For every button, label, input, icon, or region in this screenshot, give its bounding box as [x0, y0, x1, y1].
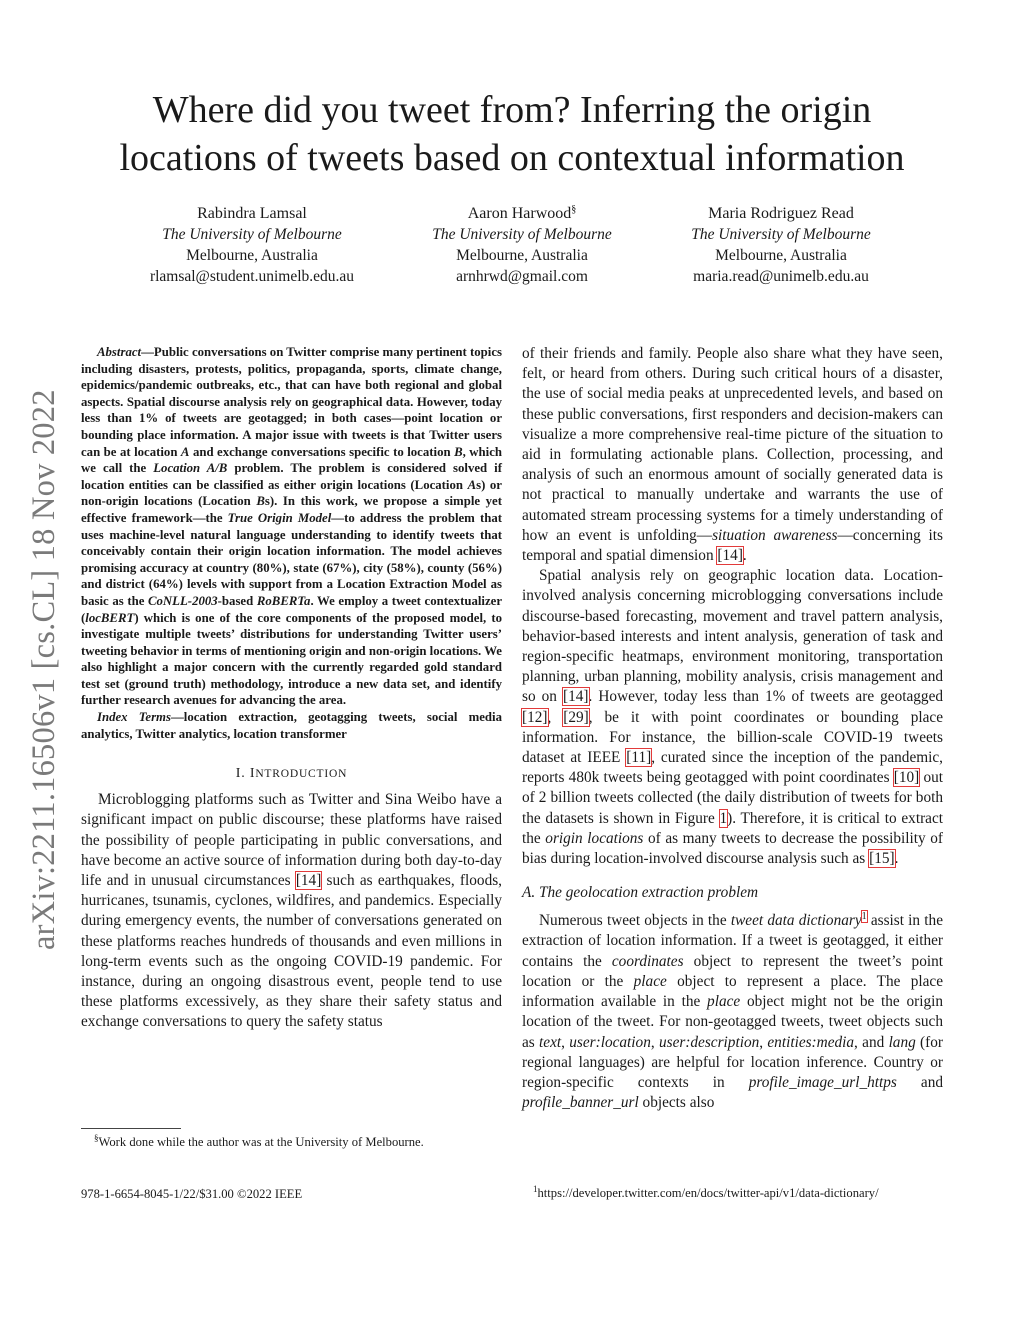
subsection-heading: A. The geolocation extraction problem: [522, 884, 759, 902]
right-column: [522, 344, 943, 1113]
footnote-link[interactable]: 1: [861, 911, 867, 923]
author-email: rlamsal@student.unimelb.edu.au: [149, 268, 355, 285]
citation-link[interactable]: [29]: [563, 708, 589, 726]
isbn-copyright: 978-1-6654-8045-1/22/$31.00 ©2022 IEEE: [81, 1187, 303, 1201]
citation-link[interactable]: [14]: [717, 547, 743, 565]
author-location: Melbourne, Australia: [715, 247, 847, 264]
section-heading-introduction: I. INTRODUCTION: [235, 766, 348, 782]
citation-link[interactable]: [11]: [626, 749, 652, 767]
author-block-1: [112, 203, 392, 287]
citation-link[interactable]: [15]: [869, 850, 895, 868]
author-block-2: [382, 203, 662, 287]
body-paragraph: Spatial analysis rely on geographic location data. Location-involved analysis concerning microblogging conversations include discourse-based forecasting, movement and travel pattern analysis, behavior-based interests and intent analysis, generation of task and region-specific heatmaps, environment monitoring, transportation planning, urban planning, mobility analysis, crisis management and so on [14]. However, today less than 1% of tweets are geotagged [12], [29], be it with point coordinates or bounding place information. For instance, the billion-scale COVID-19 tweets dataset at IEEE [11], curated since the inception of the pandemic, reports 480k tweets being geotagged with point coordinates [10] out of 2 billion tweets collected (the daily distribution of tweets for both the datasets is shown in Figure 1). Therefore, it is critical to extract the origin locations of as many tweets to decrease the possibility of bias during location-involved discourse analysis such as [15].: [522, 567, 944, 868]
footnote-author: §Work done while the author was at the University of Melbourne.: [94, 1133, 424, 1149]
author-footnote-mark: §: [571, 204, 577, 215]
citation-link[interactable]: [14]: [563, 688, 589, 706]
index-terms: Index Terms—location extraction, geotagging tweets, social media analytics, Twitter analytics, location transformer: [81, 710, 502, 741]
citation-link[interactable]: [14]: [295, 872, 322, 890]
intro-paragraph: Microblogging platforms such as Twitter and Sina Weibo have a significant impact on public discourse; these platforms have raised the possibility of people participating in public conversations, and have become an active source of information during both day-to-day life and in unusual circumstances [14] such as earthquakes, floods, hurricanes, tsunamis, cyclones, wildfires, and pandemics. Especially during emergency events, the number of conversations generated on these platforms reaches hundreds of thousands and even millions in long-term events such as the ongoing COVID-19 pandemic. For instance, during an ongoing disastrous event, people tend to use these platforms excessively, as they share their safety status and exchange conversations to query the safety status: [81, 791, 502, 1031]
author-block-3: [641, 203, 921, 287]
title-line-1: Where did you tweet from? Inferring the origin: [152, 89, 872, 131]
author-name: Rabindra Lamsal: [197, 205, 307, 222]
author-affiliation: The University of Melbourne: [162, 226, 342, 243]
abstract: Abstract—Public conversations on Twitter comprise many pertinent topics including disasters, protests, politics, propaganda, sports, climate change, epidemics/pandemic outbreaks, etc., that can have both regional and global aspects. Spatial discourse analysis rely on geographical data. However, today less than 1% of tweets are geotagged; in both cases—point location or bounding place information. A major issue with tweets is that Twitter users can be at location A and exchange conversations specific to location B, which we call the Location A/B problem. The problem is considered solved if location entities can be classified as either origin locations (Location As) or non-origin locations (Location Bs). In this work, we propose a simple yet effective framework—the True Origin Model—to address the problem that uses machine-level natural language understanding to identify tweets that conceivably contain their origin location information. The model achieves promising accuracy at country (80%), state (67%), city (58%), county (56%) and district (64%) levels with support from a Location Extraction Model as basic as the CoNLL-2003-based RoBERTa. We employ a tweet contextualizer (locBERT) which is one of the core components of the proposed model, to investigate multiple tweets’ distributions for understanding Twitter users’ tweeting behavior in terms of mentioning origin and non-origin locations. We also highlight a major concern with the currently regarded gold standard test set (ground truth) methodology, introduce a new data set, and identify further research avenues for advancing the area.: [81, 345, 503, 708]
author-name: Aaron Harwood§: [467, 204, 577, 222]
title-line-2: locations of tweets based on contextual information: [119, 137, 905, 179]
author-email: maria.read@unimelb.edu.au: [693, 268, 869, 285]
author-location: Melbourne, Australia: [456, 247, 588, 264]
body-paragraph: of their friends and family. People also share what they have seen, felt, or heard from others. During such critical hours of a disaster, the use of social media peaks at unprecedented levels, and based on these public conversations, first responders and decision-makers can visualize a more comprehensive real-time picture of the situation to aid in formulating actionable plans. Collection, processing, and analysis of such an enormous amount of socially generated data is not practical to manually undertake and warrants the use of automated stream processing systems for a timely understanding of how an event is unfolding—situation awareness—concerning its temporal and spatial dimension [14].: [522, 345, 943, 565]
left-column: [81, 344, 502, 1033]
author-affiliation: The University of Melbourne: [691, 226, 871, 243]
author-location: Melbourne, Australia: [186, 247, 318, 264]
author-name: Maria Rodriguez Read: [708, 205, 854, 222]
arxiv-identifier: arXiv:2211.16506v1 [cs.CL] 18 Nov 2022: [26, 389, 62, 950]
citation-link[interactable]: [10]: [893, 769, 920, 787]
paper-title: [60, 86, 964, 182]
footnote-url-link[interactable]: https://developer.twitter.com/en/docs/twitter-api/v1/data-dictionary/: [537, 1186, 879, 1200]
footnote-url: $^1$https://developer.twitter.com/en/docs/twitter-api/v1/data-dictionary/: [533, 1184, 879, 1200]
author-email: arnhrwd@gmail.com: [456, 268, 588, 285]
body-paragraph: Numerous tweet objects in the tweet data dictionary$^1$ assist in the extraction of location information. If a tweet is geotagged, it either contains the coordinates object to represent the tweet’s point location or the place object to represent a place. The place information available in the place object might not be the origin location of the tweet. For non-geotagged tweets, tweet objects such as text, user:location, user:description, entities:media, and lang (for regional languages) are helpful for location inference. Country or region-specific contexts in profile_image_url_https and profile_banner_url objects also: [522, 911, 944, 1112]
citation-link[interactable]: [12]: [522, 708, 548, 726]
footnote-rule: [81, 1128, 181, 1129]
author-affiliation: The University of Melbourne: [432, 226, 612, 243]
figure-link[interactable]: 1: [719, 809, 728, 827]
